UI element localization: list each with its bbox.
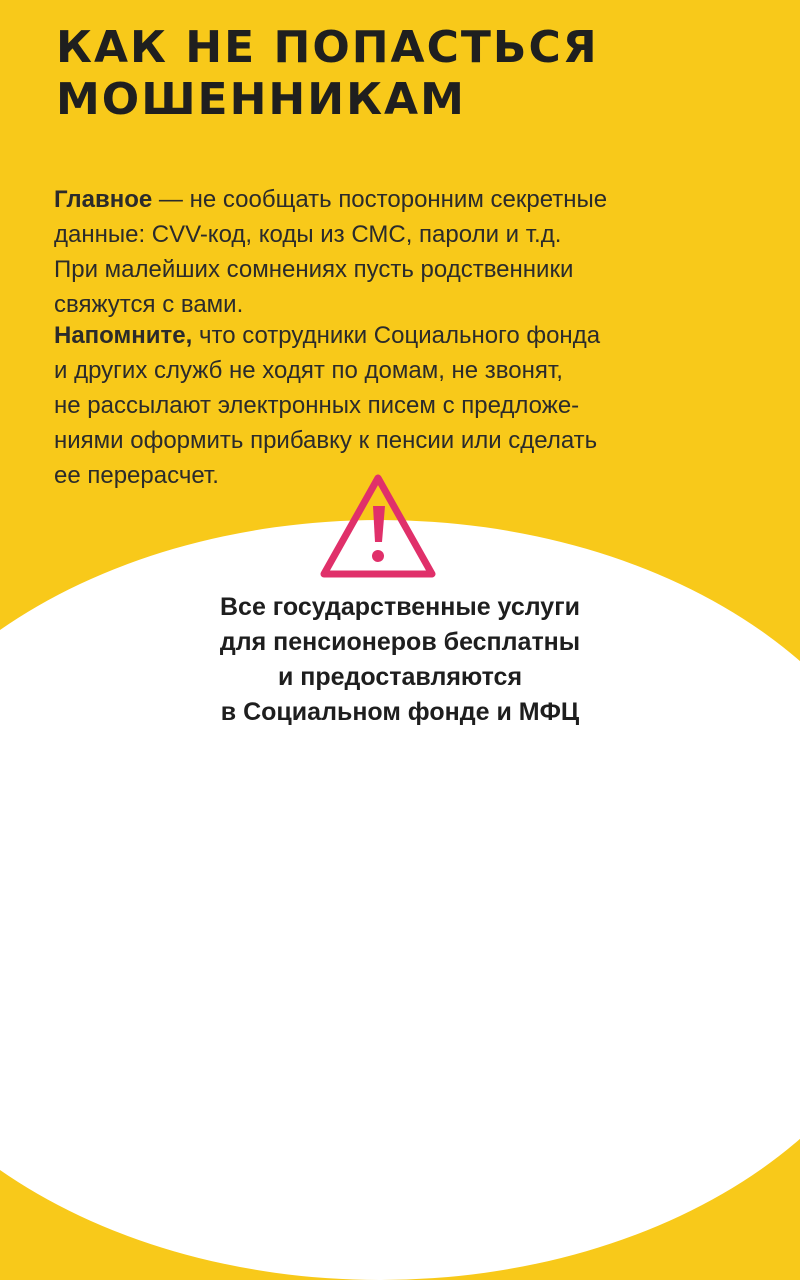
paragraph-2-line-4: ниями оформить прибавку к пенсии или сделать: [54, 427, 598, 454]
paragraph-1-bold-lead: Главное: [54, 186, 153, 213]
note-line-1: Все государственные услуги: [220, 593, 580, 621]
paragraph-main-rule: [54, 182, 754, 322]
paragraph-1-line-4: свяжутся с вами.: [54, 291, 244, 318]
note-line-4: в Социальном фонде и МФЦ: [220, 698, 580, 726]
note-line-2: для пенсионеров бесплатны: [219, 628, 581, 656]
paragraph-2-line-3: не рассылают электронных писем с предложе-: [54, 392, 580, 419]
title-line-2: МОШЕННИКАМ: [56, 74, 466, 125]
title-line-1: КАК НЕ ПОПАСТЬСЯ: [56, 22, 599, 73]
free-services-note: [120, 590, 680, 730]
paragraph-1-line-2: данные: CVV-код, коды из СМС, пароли и т.д.: [54, 221, 562, 248]
paragraph-1-line-1: — не сообщать посторонним секретные: [152, 186, 608, 213]
paragraph-2-line-1: что сотрудники Социального фонда: [192, 322, 601, 349]
paragraph-2-line-5: ее перерасчет.: [54, 462, 219, 489]
paragraph-reminder: [54, 318, 754, 493]
paragraph-2-bold-lead: Напомните,: [54, 322, 193, 349]
warning-triangle-icon: [318, 470, 440, 582]
page-title: [56, 22, 599, 126]
paragraph-2-line-2: и других служб не ходят по домам, не звонят,: [54, 357, 563, 384]
note-line-3: и предоставляются: [277, 663, 523, 691]
paragraph-1-line-3: При малейших сомнениях пусть родственники: [54, 256, 574, 283]
